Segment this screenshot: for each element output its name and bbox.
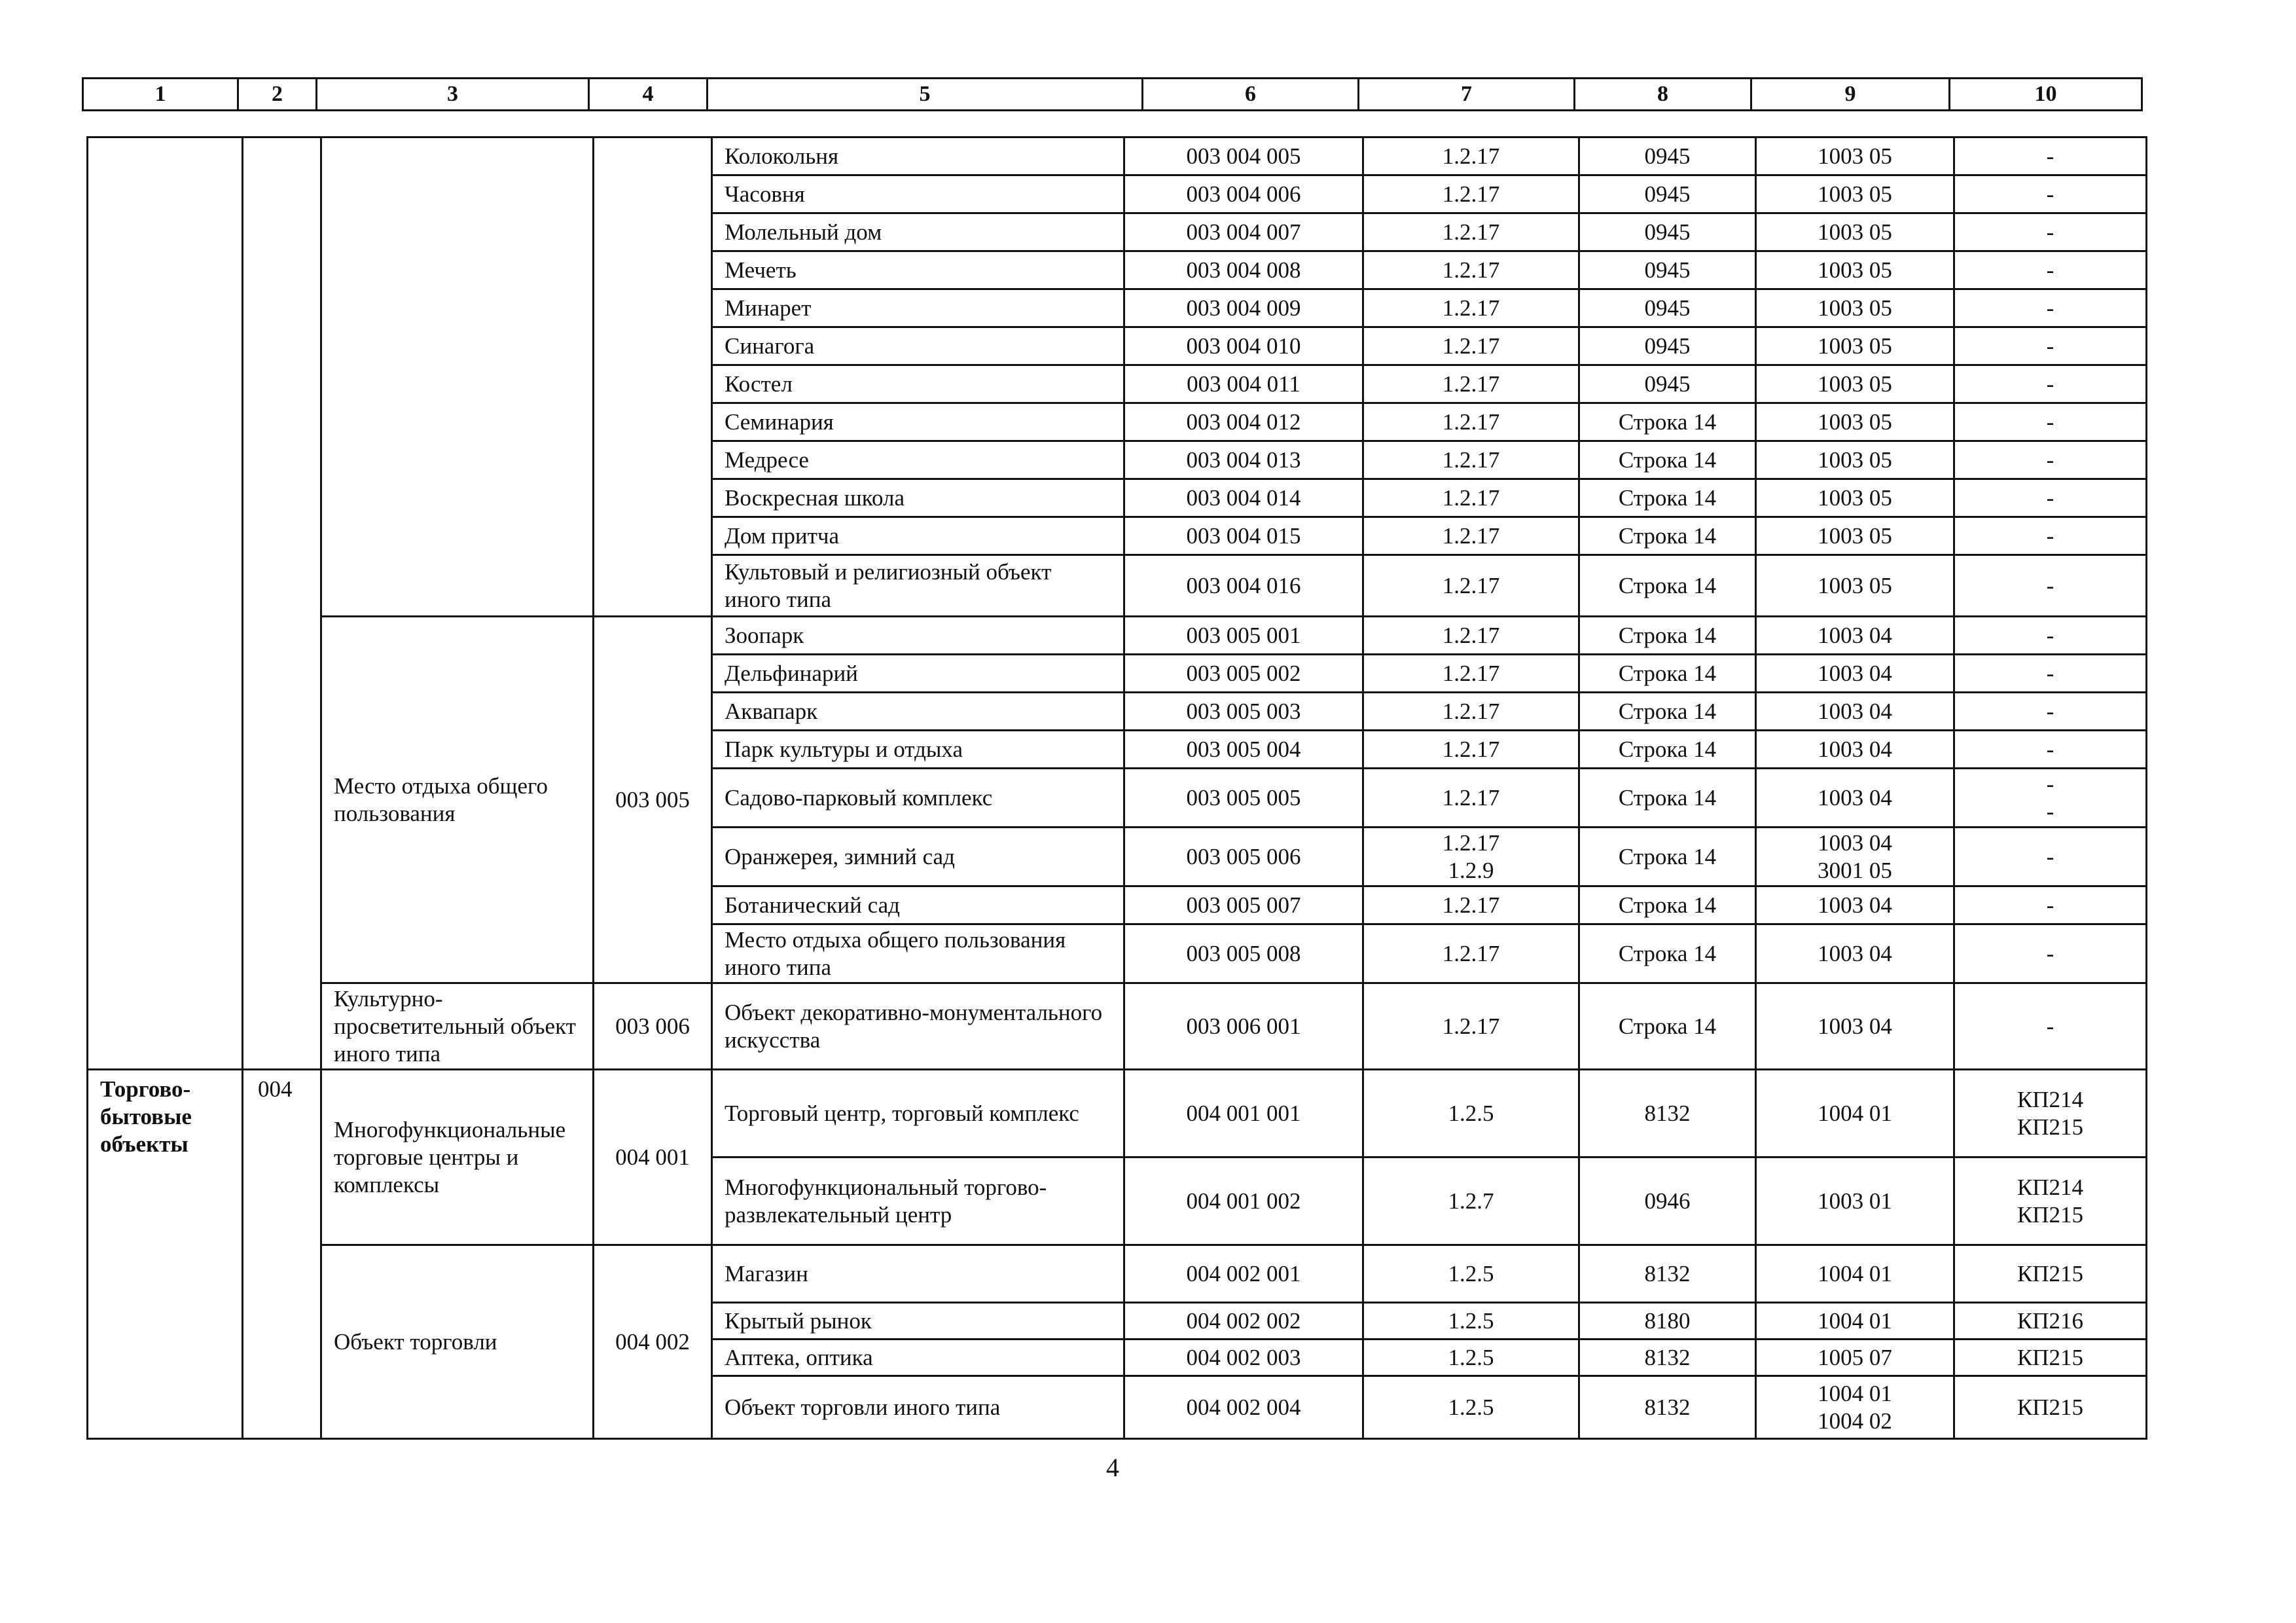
col8-value: 0945 [1579,213,1756,251]
col9-value [1756,828,1954,886]
col10-value [1954,1376,2147,1439]
col10-value [1954,1158,2147,1245]
col9-value [1756,289,1954,327]
col7-value [1363,1303,1579,1340]
col8-value: Строка 14 [1579,479,1756,517]
col10-value-line: - [2046,219,2054,245]
col10-value-line: КП216 [2017,1307,2084,1334]
col8-value: 8132 [1579,1245,1756,1303]
object-code: 003 005 002 [1124,655,1363,693]
subgroup-004-001-code: 004 001 [594,1070,712,1245]
col8-value: Строка 14 [1579,828,1756,886]
col7-value [1363,693,1579,731]
object-name: Крытый рынок [712,1303,1124,1340]
col7-value [1363,517,1579,555]
col10-value [1954,289,2147,327]
header-col-8: 8 [1575,79,1751,111]
object-code: 003 004 010 [1124,327,1363,365]
col10-value [1954,1070,2147,1158]
col10-value-line: - [2046,843,2054,869]
object-code: 004 002 003 [1124,1340,1363,1376]
object-code: 003 004 016 [1124,555,1363,617]
col7-value-line: 1.2.5 [1448,1394,1494,1420]
col7-value [1363,441,1579,479]
col7-value [1363,327,1579,365]
object-code: 003 004 014 [1124,479,1363,517]
table-row [88,617,2147,655]
object-code: 004 002 001 [1124,1245,1363,1303]
col8-value: 8132 [1579,1340,1756,1376]
col7-value [1363,924,1579,983]
col10-value [1954,365,2147,403]
col7-value [1363,655,1579,693]
col7-value-line: 1.2.9 [1448,857,1494,883]
col7-value-line: 1.2.17 [1442,257,1500,283]
col8-value: Строка 14 [1579,403,1756,441]
header-col-9: 9 [1751,79,1950,111]
col10-value-line: - [2046,409,2054,435]
object-name: Дом притча [712,517,1124,555]
object-name: Минарет [712,289,1124,327]
col7-value [1363,555,1579,617]
col10-value [1954,983,2147,1070]
object-code: 003 004 012 [1124,403,1363,441]
object-code: 003 005 007 [1124,886,1363,924]
table-body [88,137,2147,1439]
object-code: 003 004 007 [1124,213,1363,251]
subgroup-004-002-name: Объект торговли [321,1245,594,1439]
object-name: Молельный дом [712,213,1124,251]
col10-value-line: КП215 [2017,1394,2084,1420]
col7-value-line: 1.2.17 [1442,660,1500,686]
object-code: 003 004 013 [1124,441,1363,479]
col7-value-line: 1.2.17 [1442,736,1500,762]
col7-value [1363,983,1579,1070]
col8-value: Строка 14 [1579,655,1756,693]
col10-value [1954,403,2147,441]
col9-value [1756,1070,1954,1158]
col10-value-line: - [2046,698,2054,724]
col7-value-line: 1.2.17 [1442,784,1500,811]
col9-value-line: 1003 05 [1818,295,1892,321]
col7-value [1363,289,1579,327]
col9-value [1756,1303,1954,1340]
col9-value [1756,731,1954,769]
col10-value [1954,886,2147,924]
col7-value-line: 1.2.17 [1442,830,1500,856]
group-1-cell [88,137,243,1070]
col7-value-line: 1.2.17 [1442,371,1500,397]
col9-value-line: 1003 05 [1818,181,1892,207]
column-number-header [82,77,2143,111]
object-name: Зоопарк [712,617,1124,655]
col7-value-line: 1.2.5 [1448,1307,1494,1334]
col10-value-line: - [2046,771,2054,797]
object-code: 003 004 011 [1124,365,1363,403]
object-code: 003 004 015 [1124,517,1363,555]
classifier-table [86,136,2147,1440]
col8-value: Строка 14 [1579,693,1756,731]
col8-value: 0945 [1579,365,1756,403]
col10-value [1954,213,2147,251]
object-name: Воскресная школа [712,479,1124,517]
col9-value-line: 1003 05 [1818,257,1892,283]
col9-value-line: 1003 04 [1818,1013,1892,1039]
col10-value [1954,517,2147,555]
col9-value [1756,403,1954,441]
object-code: 003 004 006 [1124,175,1363,213]
col8-value: 8132 [1579,1070,1756,1158]
col7-value-line: 1.2.17 [1442,219,1500,245]
col7-value-line: 1.2.17 [1442,1013,1500,1039]
col10-value-line: - [2046,484,2054,511]
object-name: Аптека, оптика [712,1340,1124,1376]
object-code: 003 005 001 [1124,617,1363,655]
col9-value-line: 1003 05 [1818,572,1892,598]
col9-value-line: 1003 04 [1818,736,1892,762]
table-row [88,137,2147,175]
col7-value-line: 1.2.7 [1448,1188,1494,1214]
col9-value-line: 1003 05 [1818,447,1892,473]
object-name: Садово-парковый комплекс [712,769,1124,828]
object-code: 003 006 001 [1124,983,1363,1070]
col9-value [1756,365,1954,403]
col10-value-line: - [2046,522,2054,549]
subgroup-003-006-code: 003 006 [594,983,712,1070]
col7-value-line: 1.2.17 [1442,333,1500,359]
col9-value [1756,924,1954,983]
header-col-4: 4 [589,79,708,111]
col10-value-line: КП215 [2017,1260,2084,1286]
col7-value [1363,828,1579,886]
header-col-6: 6 [1143,79,1359,111]
object-name: Ботанический сад [712,886,1124,924]
col9-value [1756,1158,1954,1245]
col9-value-line: 1004 01 [1818,1380,1892,1406]
col9-value-line: 1003 04 [1818,660,1892,686]
col9-value-line: 1004 01 [1818,1260,1892,1286]
col8-value: Строка 14 [1579,886,1756,924]
col10-value-line: КП215 [2017,1344,2084,1370]
col8-value: 0945 [1579,137,1756,175]
object-name: Часовня [712,175,1124,213]
col9-value-line: 1004 01 [1818,1307,1892,1334]
col10-value [1954,137,2147,175]
subgroup-003-005-code: 003 005 [594,617,712,983]
table-row [88,1070,2147,1158]
object-code: 003 005 005 [1124,769,1363,828]
group-trade-code: 004 [243,1070,321,1439]
col9-value-line: 1004 02 [1818,1408,1892,1434]
col9-value-line: 1003 05 [1818,219,1892,245]
col7-value [1363,1340,1579,1376]
col10-value-line: - [2046,940,2054,966]
col10-value [1954,1245,2147,1303]
col9-value [1756,617,1954,655]
col10-value-line: - [2046,295,2054,321]
col9-value [1756,983,1954,1070]
col7-value [1363,479,1579,517]
col10-value [1954,1303,2147,1340]
header-col-5: 5 [708,79,1143,111]
object-code: 003 005 008 [1124,924,1363,983]
col10-value [1954,769,2147,828]
col10-value [1954,479,2147,517]
group-1-code-cell [243,137,321,1070]
col10-value [1954,555,2147,617]
col9-value-line: 1005 07 [1818,1344,1892,1370]
col9-value-line: 3001 05 [1818,857,1892,883]
col9-value [1756,137,1954,175]
col10-value-line: - [2046,798,2054,824]
col9-value [1756,175,1954,213]
object-name: Дельфинарий [712,655,1124,693]
col7-value [1363,137,1579,175]
col10-value [1954,251,2147,289]
col9-value [1756,213,1954,251]
col7-value [1363,365,1579,403]
col9-value [1756,693,1954,731]
object-name: Культовый и религиозный объект иного типа [712,555,1124,617]
col9-value [1756,251,1954,289]
col10-value [1954,731,2147,769]
col10-value-line: - [2046,660,2054,686]
subgroup-003-005-name: Место отдыха общего пользования [321,617,594,983]
col9-value [1756,517,1954,555]
col7-value-line: 1.2.17 [1442,484,1500,511]
col10-value [1954,441,2147,479]
col9-value-line: 1003 04 [1818,830,1892,856]
col9-value-line: 1003 05 [1818,371,1892,397]
col7-value-line: 1.2.17 [1442,892,1500,918]
col10-value [1954,327,2147,365]
object-name: Семинария [712,403,1124,441]
col9-value-line: 1003 05 [1818,143,1892,169]
col9-value-line: 1003 04 [1818,892,1892,918]
object-name: Объект торговли иного типа [712,1376,1124,1439]
col8-value: 0945 [1579,251,1756,289]
col7-value [1363,251,1579,289]
col10-value [1954,617,2147,655]
object-code: 004 002 002 [1124,1303,1363,1340]
col10-value-line: - [2046,447,2054,473]
object-name: Колокольня [712,137,1124,175]
col8-value: Строка 14 [1579,441,1756,479]
col7-value-line: 1.2.5 [1448,1260,1494,1286]
col10-value-line: - [2046,1013,2054,1039]
col7-value-line: 1.2.17 [1442,572,1500,598]
col10-value [1954,828,2147,886]
col9-value-line: 1003 04 [1818,622,1892,648]
col9-value-line: 1003 01 [1818,1188,1892,1214]
col8-value: Строка 14 [1579,555,1756,617]
col10-value-line: - [2046,371,2054,397]
col8-value: 0945 [1579,327,1756,365]
col8-value: 0945 [1579,289,1756,327]
col7-value [1363,175,1579,213]
object-name: Объект декоративно-монументального искусства [712,983,1124,1070]
col7-value [1363,886,1579,924]
col7-value [1363,213,1579,251]
col8-value: Строка 14 [1579,769,1756,828]
col7-value-line: 1.2.5 [1448,1100,1494,1126]
col9-value [1756,441,1954,479]
header-col-1: 1 [83,79,238,111]
subgroup-003-006-name: Культурно-просветительный объект иного типа [321,983,594,1070]
col10-value-line: КП214 [2017,1174,2084,1200]
col9-value-line: 1003 05 [1818,484,1892,511]
object-name: Торговый центр, торговый комплекс [712,1070,1124,1158]
col10-value-line: - [2046,892,2054,918]
col7-value-line: 1.2.17 [1442,295,1500,321]
col10-value-line: КП215 [2017,1114,2084,1140]
object-code: 004 001 001 [1124,1070,1363,1158]
col7-value-line: 1.2.5 [1448,1344,1494,1370]
page-number: 4 [1106,1453,1119,1482]
col7-value-line: 1.2.17 [1442,181,1500,207]
col7-value [1363,403,1579,441]
col9-value [1756,479,1954,517]
col7-value [1363,1070,1579,1158]
col9-value-line: 1004 01 [1818,1100,1892,1126]
subgroup-003-004-code-cell [594,137,712,617]
col7-value [1363,1376,1579,1439]
col8-value: Строка 14 [1579,924,1756,983]
col8-value: 8180 [1579,1303,1756,1340]
col10-value [1954,1340,2147,1376]
col9-value [1756,1376,1954,1439]
header-col-10: 10 [1950,79,2142,111]
col7-value [1363,731,1579,769]
col7-value-line: 1.2.17 [1442,447,1500,473]
col9-value [1756,327,1954,365]
col7-value-line: 1.2.17 [1442,409,1500,435]
col9-value-line: 1003 05 [1818,522,1892,549]
col10-value-line: - [2046,622,2054,648]
object-name: Мечеть [712,251,1124,289]
col9-value-line: 1003 04 [1818,940,1892,966]
object-name: Синагога [712,327,1124,365]
col9-value [1756,886,1954,924]
col10-value-line: - [2046,572,2054,598]
col10-value-line: - [2046,143,2054,169]
object-name: Костел [712,365,1124,403]
col8-value: Строка 14 [1579,517,1756,555]
object-code: 004 002 004 [1124,1376,1363,1439]
group-trade-name: Торгово-бытовые объекты [88,1070,243,1439]
col7-value-line: 1.2.17 [1442,698,1500,724]
col7-value [1363,769,1579,828]
col9-value [1756,655,1954,693]
object-name: Парк культуры и отдыха [712,731,1124,769]
col8-value: Строка 14 [1579,731,1756,769]
object-code: 004 001 002 [1124,1158,1363,1245]
col8-value: Строка 14 [1579,617,1756,655]
col9-value [1756,1340,1954,1376]
col7-value [1363,1245,1579,1303]
col10-value-line: КП215 [2017,1201,2084,1228]
col9-value [1756,769,1954,828]
object-code: 003 005 006 [1124,828,1363,886]
col10-value-line: - [2046,257,2054,283]
object-code: 003 004 008 [1124,251,1363,289]
header-col-3: 3 [317,79,589,111]
col9-value [1756,555,1954,617]
col7-value-line: 1.2.17 [1442,940,1500,966]
col10-value [1954,924,2147,983]
col8-value: 0945 [1579,175,1756,213]
object-name: Магазин [712,1245,1124,1303]
object-name: Оранжерея, зимний сад [712,828,1124,886]
subgroup-003-004-cell [321,137,594,617]
object-name: Место отдыха общего пользования иного типа [712,924,1124,983]
col8-value: 8132 [1579,1376,1756,1439]
header-col-2: 2 [238,79,317,111]
col7-value [1363,617,1579,655]
header-col-7: 7 [1359,79,1575,111]
col8-value: 0946 [1579,1158,1756,1245]
col8-value: Строка 14 [1579,983,1756,1070]
col7-value-line: 1.2.17 [1442,522,1500,549]
col7-value [1363,1158,1579,1245]
col10-value [1954,655,2147,693]
col10-value [1954,693,2147,731]
table-row [88,1245,2147,1303]
col10-value-line: - [2046,736,2054,762]
object-name: Медресе [712,441,1124,479]
subgroup-004-001-name: Многофункциональные торговые центры и комплексы [321,1070,594,1245]
object-name: Аквапарк [712,693,1124,731]
col7-value-line: 1.2.17 [1442,143,1500,169]
subgroup-004-002-code: 004 002 [594,1245,712,1439]
object-code: 003 005 003 [1124,693,1363,731]
object-name: Многофункциональный торгово-развлекательный центр [712,1158,1124,1245]
object-code: 003 005 004 [1124,731,1363,769]
table-row [88,983,2147,1070]
col10-value-line: - [2046,181,2054,207]
object-code: 003 004 005 [1124,137,1363,175]
col10-value-line: - [2046,333,2054,359]
col9-value-line: 1003 04 [1818,784,1892,811]
col7-value-line: 1.2.17 [1442,622,1500,648]
col9-value [1756,1245,1954,1303]
object-code: 003 004 009 [1124,289,1363,327]
col9-value-line: 1003 05 [1818,333,1892,359]
col10-value [1954,175,2147,213]
col9-value-line: 1003 05 [1818,409,1892,435]
col9-value-line: 1003 04 [1818,698,1892,724]
col10-value-line: КП214 [2017,1086,2084,1112]
